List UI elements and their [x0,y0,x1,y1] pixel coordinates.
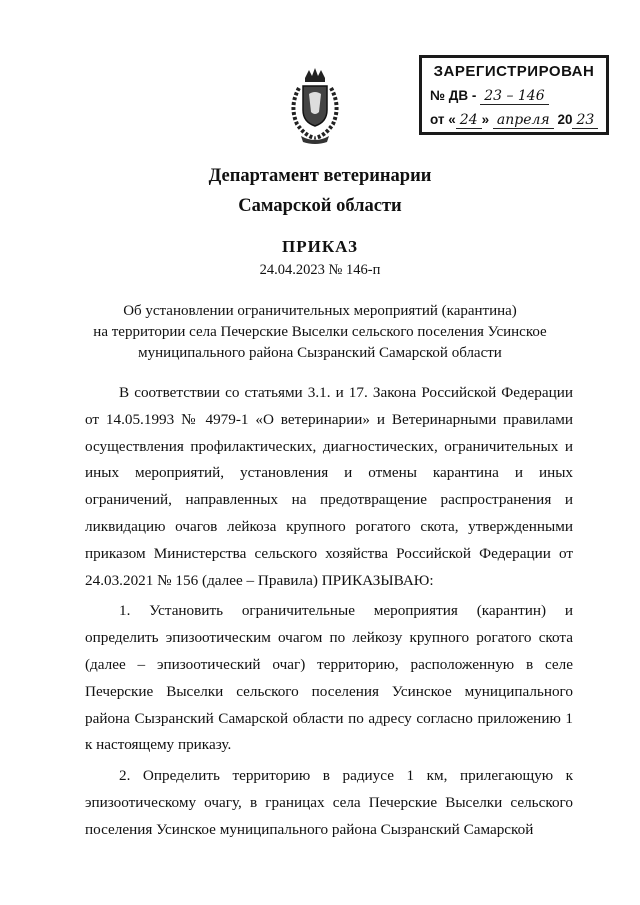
stamp-number-row [430,88,549,104]
stamp-date-year-suffix: 23 [572,112,598,129]
body-item-2: 2. Определить территорию в радиусе 1 км, прилегающую к эпизоотическому очагу, в границах села Печерские Выселки сельского поселения Усинское муниципального района Сызранский Самарской [85,767,573,838]
order-subject [0,301,640,364]
coat-of-arms-emblem [283,66,347,146]
order-date-number: 24.04.2023 № 146-п [259,262,381,278]
subject-line-3: муниципального района Сызранский Самарской области [138,345,502,361]
order-title: ПРИКАЗ [282,237,358,256]
subject-line-2: на территории села Печерские Выселки сельского поселения Усинское [93,324,547,340]
body-intro-paragraph: В соответствии со статьями 3.1. и 17. Закона Российской Федерации от 14.05.1993 № 4979-1 «О ветеринарии» и Ветеринарными правилами осуществления профилактических, диагностических, ограничительных и иных мероприятий, установления и отмены карантина и иных ограничений, направленных на предотвращение распространения и ликвидацию очагов лейкоза крупного рогатого скота, утвержденными приказом Министерства сельского хозяйства Российской Федерации от 24.03.2021 № 156 (далее – Правила) ПРИКАЗЫВАЮ: [85,384,573,589]
stamp-number-label: № ДВ - [430,88,477,103]
department-name-line1: Департамент ветеринарии [208,166,432,186]
body-item-1: 1. Установить ограничительные мероприятия (карантин) и определить эпизоотическим очагом по лейкозу крупного рогатого скота (далее – эпизоотический очаг) территорию, расположенную в селе Печерские Выселки сельского поселения Усинское муниципального района Сызранский Самарской области по адресу согласно приложению 1 к настоящему приказу. [85,602,573,754]
stamp-date-sep: » [481,112,490,127]
stamp-title: ЗАРЕГИСТРИРОВАН [433,63,595,80]
department-name-line2: Самарской области [238,196,402,216]
stamp-date-prefix: от « [430,112,456,127]
registration-stamp [419,55,609,135]
stamp-date-row [430,112,598,128]
stamp-number-handwritten: 23 – 146 [480,88,548,105]
stamp-date-day: 24 [456,112,482,129]
stamp-date-month: апреля [493,112,554,129]
stamp-date-year-prefix: 20 [557,112,573,127]
subject-line-1: Об установлении ограничительных мероприятий (карантина) [123,303,517,319]
order-body [85,380,573,848]
